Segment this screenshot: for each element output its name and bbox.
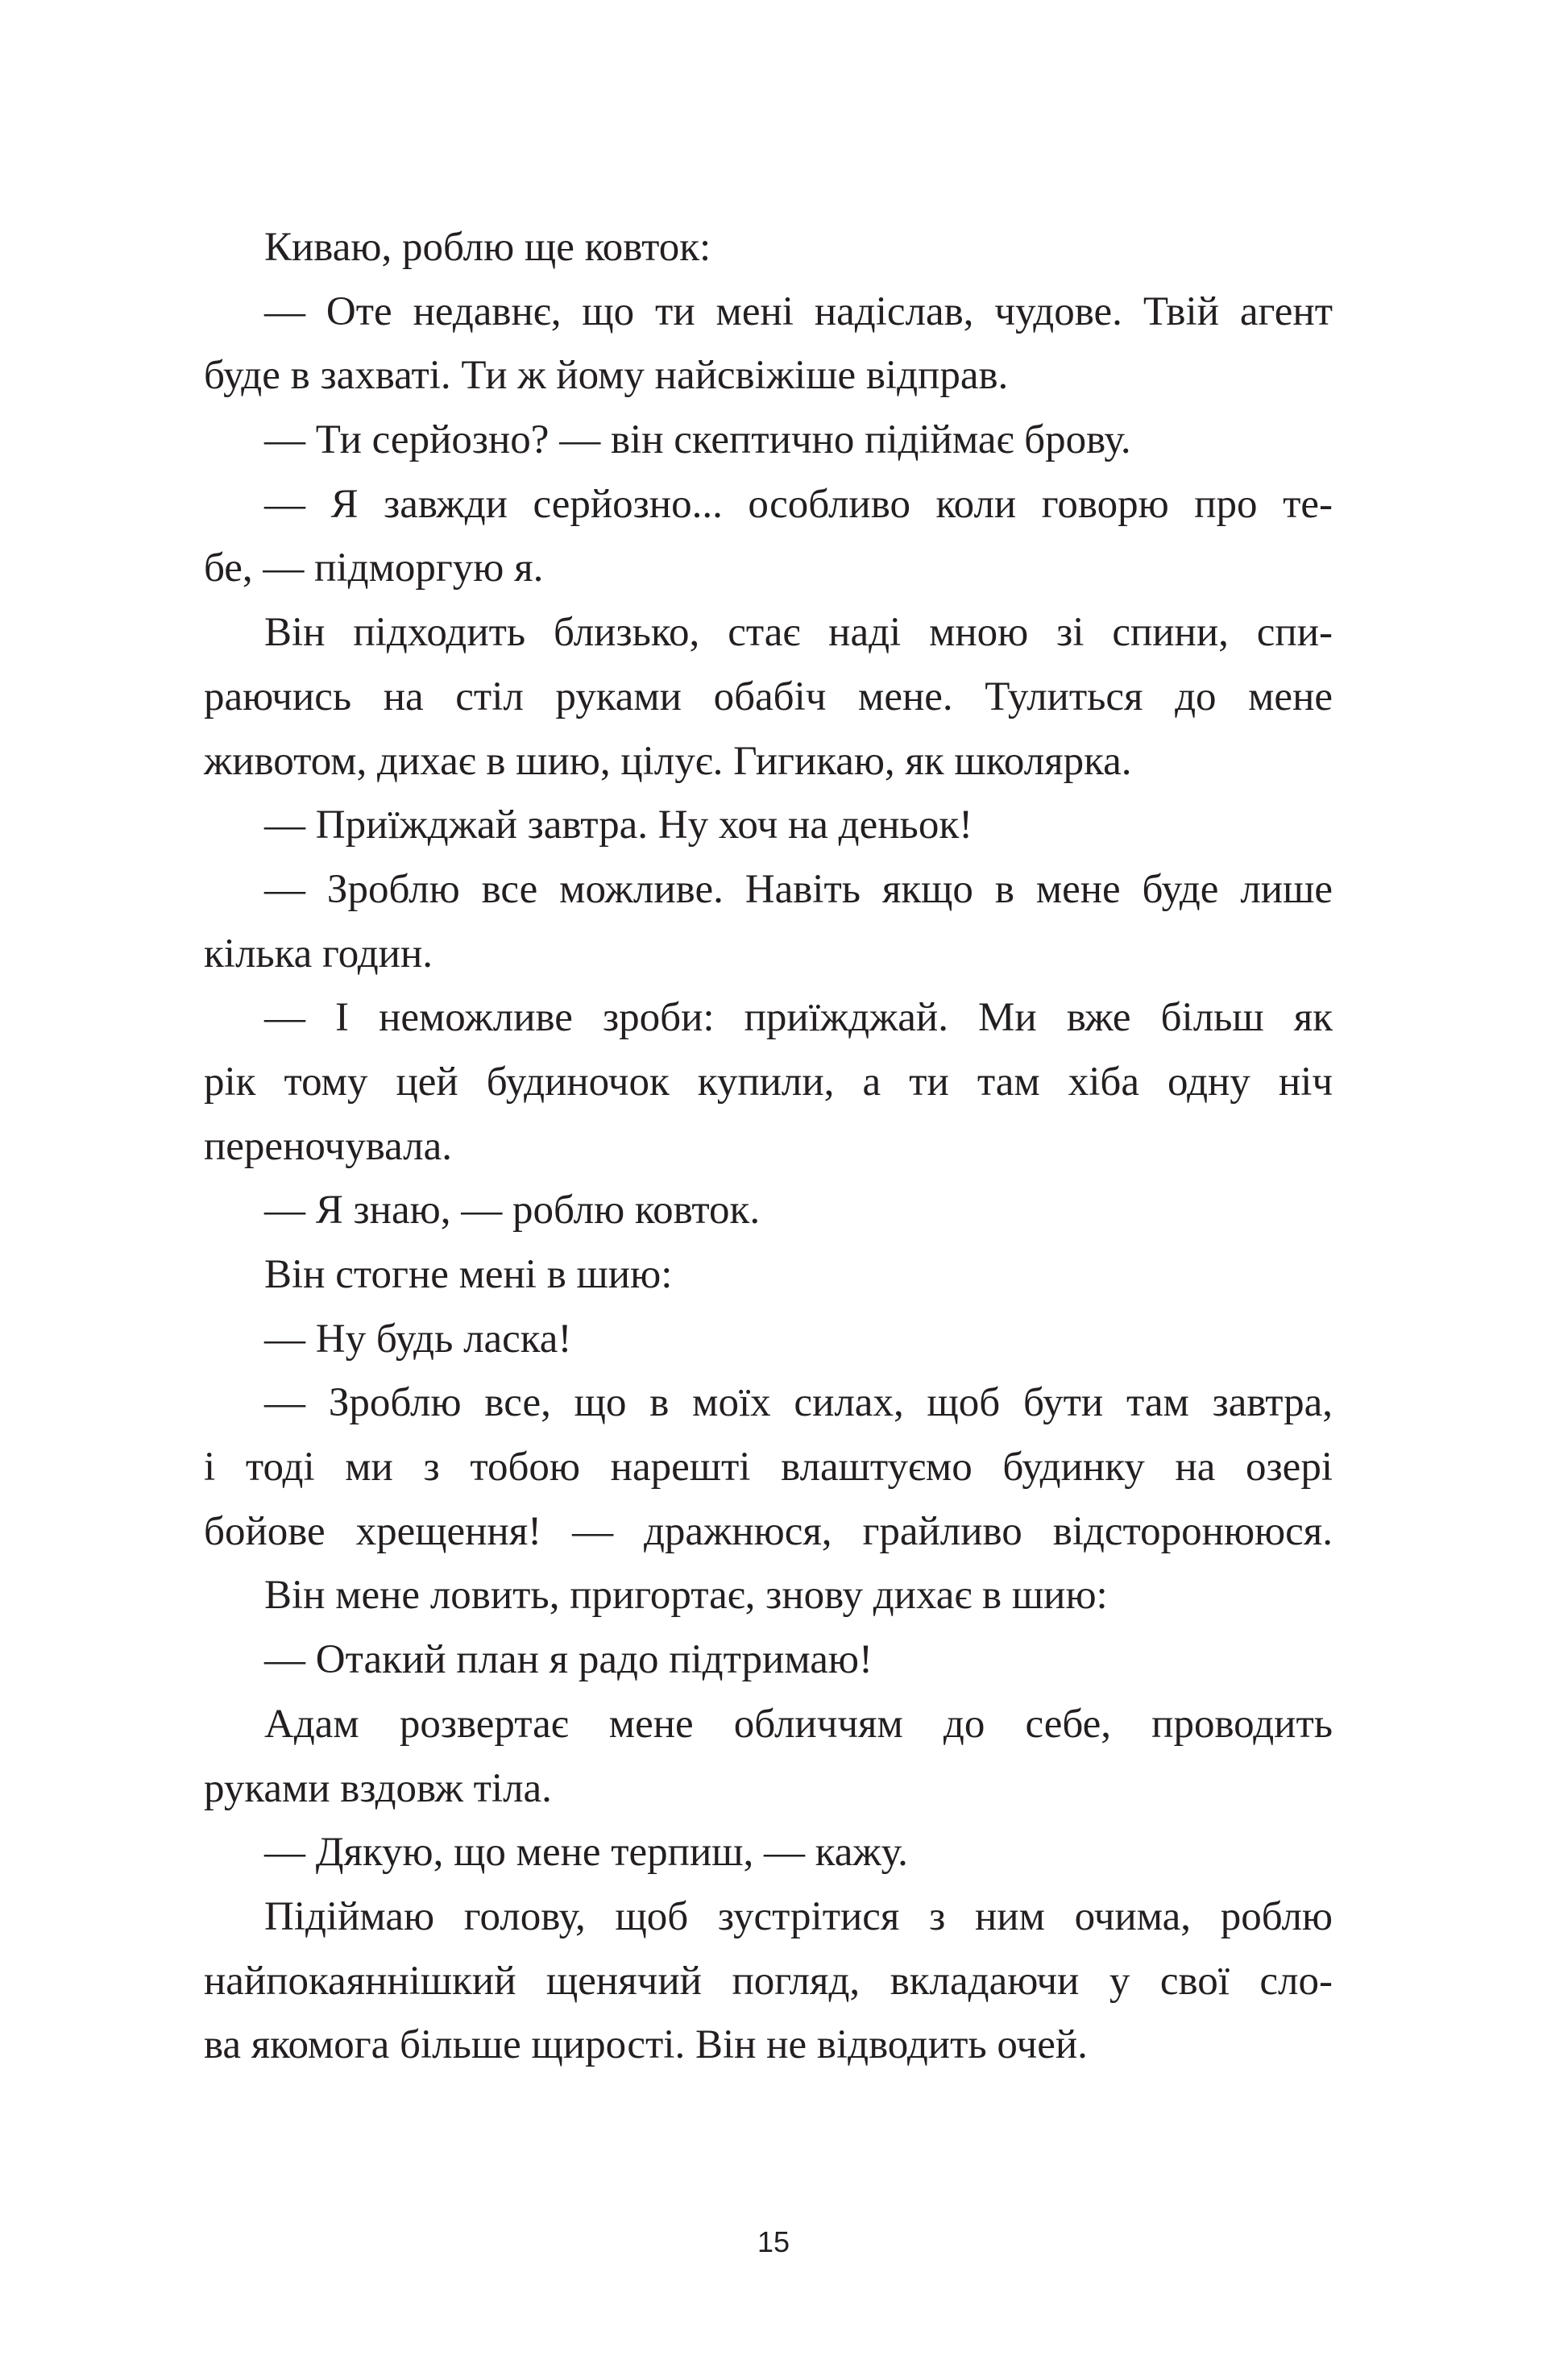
text-line: Адам розвертає мене обличчям до себе, проводить [264,1701,1333,1747]
text-line: — Дякую, що мене терпиш, — кажу. [264,1830,908,1876]
text-line: — Отакий план я радо підтримаю! [264,1637,873,1683]
text-line: переночувала. [204,1123,453,1169]
text-line: — Приїжджай завтра. Ну хоч на деньок! [264,802,973,848]
text-line: бе, — підморгую я. [204,545,544,591]
text-line: — Зроблю все, що в моїх силах, щоб бути там завтра, [264,1380,1333,1426]
text-line: Він мене ловить, пригортає, знову дихає в шию: [264,1573,1108,1619]
text-line: кілька годин. [204,931,433,976]
text-line: — Я знаю, — роблю ковток. [264,1188,761,1234]
text-line: ва якомога більше щирості. Він не відводить очей. [204,2022,1088,2068]
text-line: Киваю, роблю ще ковток: [264,225,711,270]
text-line: Підіймаю голову, щоб зустрітися з ним очима, роблю [264,1893,1333,1939]
page-number: 15 [757,2225,790,2258]
text-line: — Ну будь ласка! [264,1316,572,1362]
text-line: Він підходить близько, стає наді мною зі спини, спи- [264,610,1333,656]
text-line: і тоді ми з тобою нарешті влаштуємо будинку на озері [204,1445,1333,1491]
text-line: Він стогне мені в шию: [264,1252,673,1297]
text-line: — Зроблю все можливе. Навіть якщо в мене буде лише [264,866,1333,912]
text-line: рік тому цей будиночок купили, а ти там хіба одну ніч [204,1059,1333,1105]
text-line: раючись на стіл руками обабіч мене. Тулиться до мене [204,674,1333,719]
text-line: — І неможливе зроби: приїжджай. Ми вже більш як [264,995,1333,1041]
text-line: бойове хрещення! — дражнюся, грайливо відсторонююся. [204,1508,1333,1554]
text-line: буде в захваті. Ти ж йому найсвіжіше відправ. [204,353,1009,399]
text-line: — Оте недавнє, що ти мені надіслав, чудове. Твій агент [264,288,1333,334]
text-line: — Я завжди серйозно... особливо коли говорю про те- [264,481,1333,527]
text-line: животом, дихає в шию, цілує. Гигикаю, як школярка. [204,738,1132,784]
text-line: руками вздовж тіла. [204,1765,552,1811]
page-body-text [204,216,1333,2078]
text-line: найпокаяннішкий щенячий погляд, вкладаючи у свої сло- [204,1958,1333,2004]
text-line: — Ти серйозно? — він скептично підіймає брову. [264,417,1131,463]
